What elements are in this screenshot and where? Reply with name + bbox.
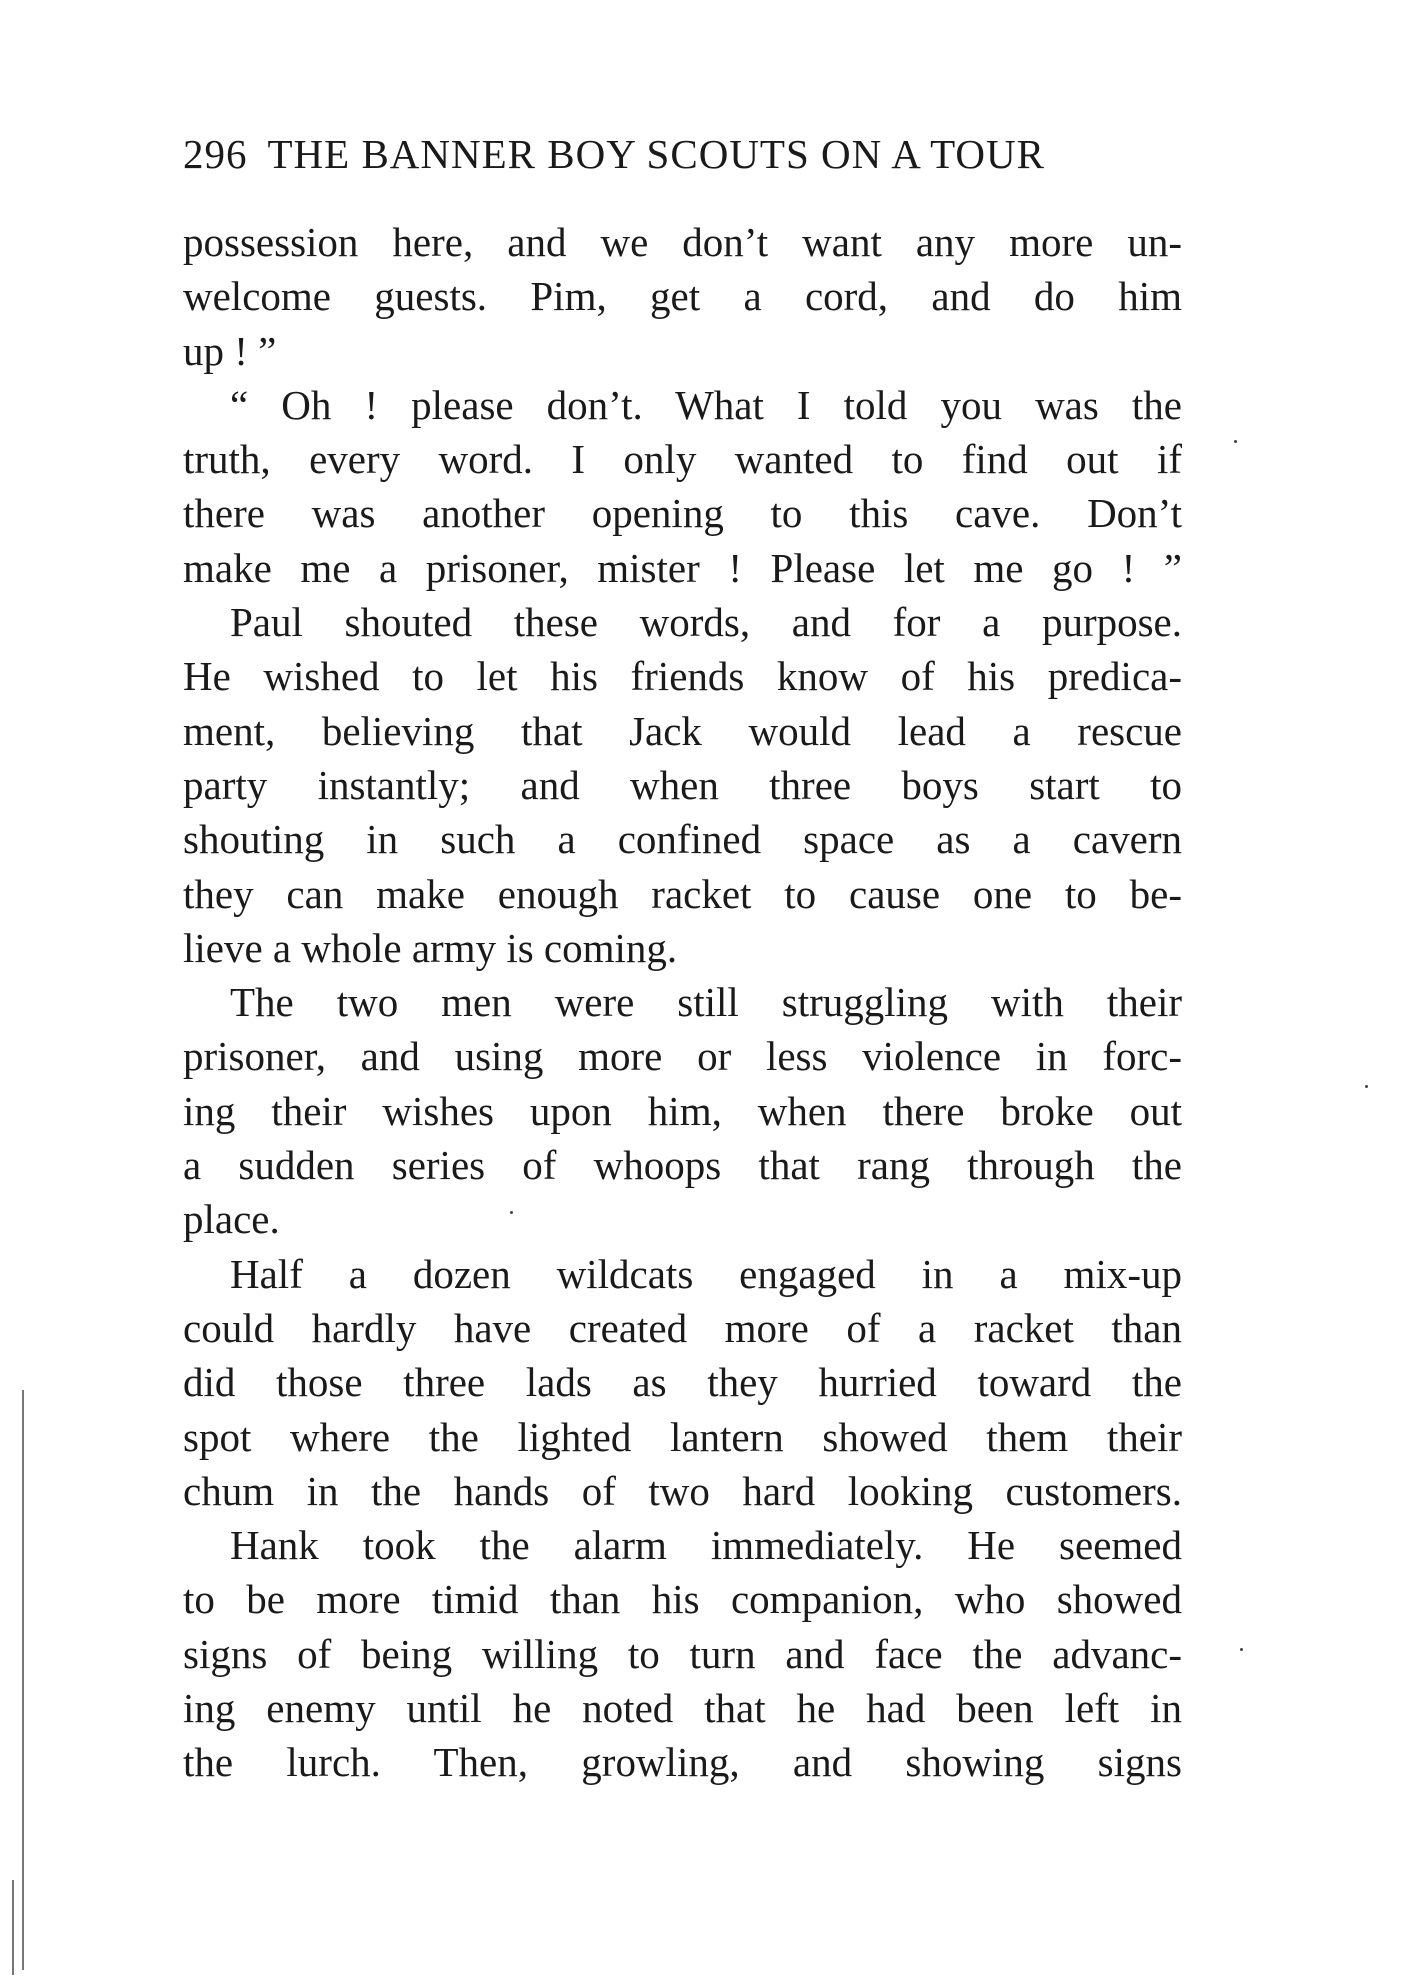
text-line: “ Oh ! please don’t. What I told you was the bbox=[230, 381, 1182, 428]
text-line: party instantly; and when three boys start to bbox=[183, 761, 1182, 808]
text-line: they can make enough racket to cause one to be- bbox=[183, 870, 1182, 917]
text-line: ment, believing that Jack would lead a rescue bbox=[183, 707, 1182, 754]
running-title: THE BANNER BOY SCOUTS ON A TOUR bbox=[267, 131, 1045, 177]
text-line: prisoner, and using more or less violence in forc- bbox=[183, 1033, 1182, 1080]
text-line: up ! ” bbox=[183, 327, 277, 374]
binding-gutter-mark bbox=[22, 1390, 24, 1970]
text-line: Half a dozen wildcats engaged in a mix-up bbox=[230, 1250, 1182, 1297]
text-line: ing their wishes upon him, when there broke out bbox=[183, 1087, 1182, 1134]
paper-speck bbox=[1234, 440, 1237, 443]
paper-speck bbox=[510, 1211, 513, 1214]
text-line: chum in the hands of two hard looking customers. bbox=[183, 1467, 1182, 1514]
text-line: Hank took the alarm immediately. He seemed bbox=[230, 1522, 1182, 1569]
text-line: ing enemy until he noted that he had been left in bbox=[183, 1685, 1182, 1732]
paper-speck bbox=[1365, 1085, 1368, 1088]
paper-speck bbox=[1240, 1648, 1243, 1651]
text-line: there was another opening to this cave. Don’t bbox=[183, 490, 1182, 537]
text-line: possession here, and we don’t want any more un- bbox=[183, 219, 1182, 265]
text-line: shouting in such a confined space as a cavern bbox=[183, 816, 1182, 863]
text-line: truth, every word. I only wanted to find out if bbox=[183, 436, 1182, 483]
binding-gutter-mark bbox=[12, 1880, 14, 1975]
text-line: signs of being willing to turn and face the advanc- bbox=[183, 1630, 1182, 1677]
text-line: a sudden series of whoops that rang through the bbox=[183, 1142, 1182, 1189]
text-line: spot where the lighted lantern showed them their bbox=[183, 1413, 1182, 1460]
body-text bbox=[183, 215, 1182, 1790]
text-line: The two men were still struggling with their bbox=[230, 979, 1182, 1026]
text-line: welcome guests. Pim, get a cord, and do him bbox=[183, 273, 1182, 320]
text-line: Paul shouted these words, and for a purpose. bbox=[230, 599, 1182, 646]
text-line: make me a prisoner, mister ! Please let me go ! ” bbox=[183, 544, 1182, 591]
text-line: could hardly have created more of a racket than bbox=[183, 1304, 1182, 1351]
text-line: the lurch. Then, growling, and showing signs bbox=[183, 1739, 1182, 1786]
text-line: place. bbox=[183, 1196, 280, 1243]
page-number: 296 bbox=[183, 131, 248, 177]
text-line: to be more timid than his companion, who showed bbox=[183, 1576, 1182, 1623]
running-head bbox=[183, 130, 1183, 178]
text-line: did those three lads as they hurried toward the bbox=[183, 1359, 1182, 1406]
text-line: He wished to let his friends know of his predica- bbox=[183, 653, 1182, 700]
text-line: lieve a whole army is coming. bbox=[183, 924, 678, 971]
